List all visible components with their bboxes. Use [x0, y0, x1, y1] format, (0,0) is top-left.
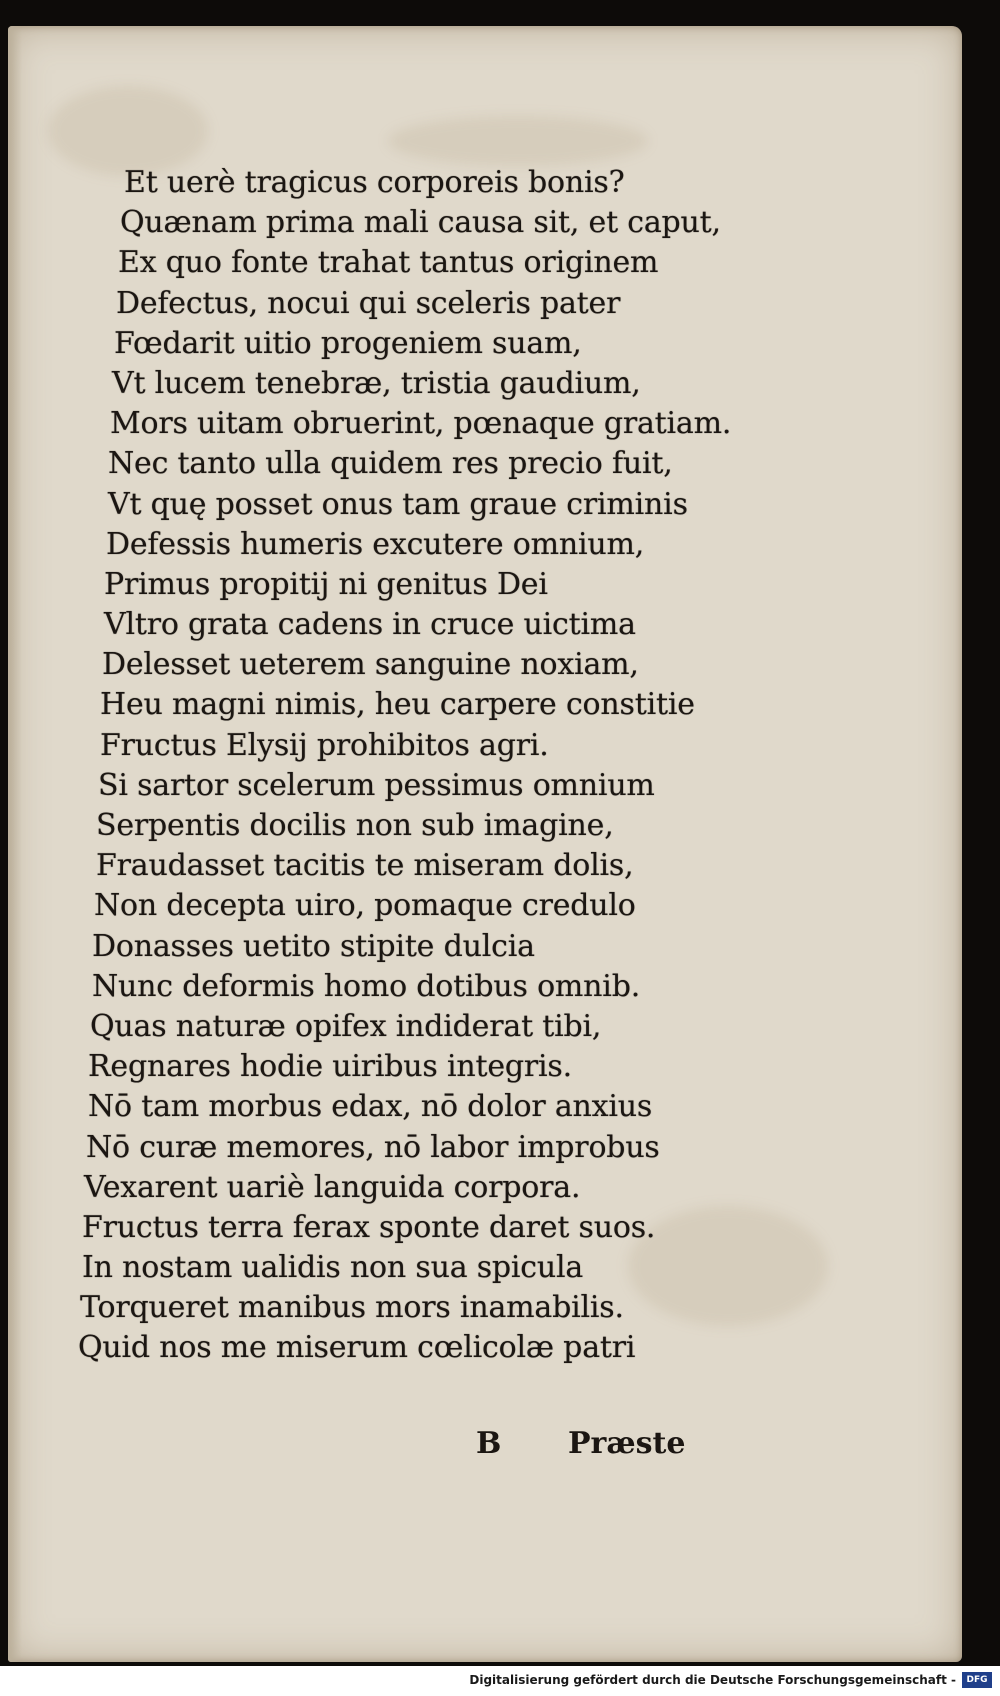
- funding-credit: Digitalisierung gefördert durch die Deutsche Forschungsgemeinschaft -: [469, 1673, 956, 1687]
- signature-catchword-line: [476, 1424, 701, 1464]
- book-page: [8, 26, 962, 1662]
- poem-line: Nō tam morbus edax, nō dolor anxius: [88, 1089, 653, 1125]
- poem-line: Regnares hodie uiribus integris.: [88, 1049, 572, 1085]
- poem-line: Vexarent uariè languida corpora.: [84, 1169, 581, 1205]
- poem-line: Quid nos me miserum cœlicolæ patri: [78, 1330, 636, 1366]
- digitization-credit-bar: [0, 1666, 1000, 1696]
- poem-line: Si sartor scelerum pessimus omnium: [98, 767, 655, 803]
- poem-line: Torqueret manibus mors inamabilis.: [80, 1290, 624, 1326]
- signature-mark: B: [476, 1426, 502, 1461]
- poem-line: Serpentis docilis non sub imagine,: [96, 808, 614, 843]
- poem-line: Quænam prima mali causa sit, et caput,: [120, 205, 721, 241]
- poem-line: Nunc deformis homo dotibus omnib.: [92, 968, 641, 1004]
- poem-line: Defectus, nocui qui sceleris pater: [116, 285, 621, 321]
- page-gutter-shadow: [8, 26, 22, 1662]
- poem-line: Fœdarit uitio progeniem suam,: [114, 325, 582, 361]
- poem-line: Delesset ueterem sanguine noxiam,: [102, 647, 639, 683]
- poem-line: Fraudasset tacitis te miseram dolis,: [96, 848, 634, 884]
- poem-text: [78, 163, 732, 1369]
- poem-line: Mors uitam obruerint, pœnaque gratiam.: [110, 406, 732, 442]
- poem-line: Fructus Elysij prohibitos agri.: [100, 727, 549, 763]
- poem-line: Heu magni nimis, heu carpere constitie: [100, 687, 695, 723]
- poem-line: Quas naturæ opifex indiderat tibi,: [90, 1008, 602, 1044]
- poem-line: Nō curæ memores, nō labor improbus: [86, 1129, 660, 1165]
- poem-line: Primus propitij ni genitus Dei: [104, 566, 548, 602]
- poem-line: Vt quę posset onus tam graue criminis: [108, 486, 688, 522]
- catchword: Præste: [568, 1426, 686, 1461]
- poem-line: Vt lucem tenebræ, tristia gaudium,: [112, 365, 641, 401]
- poem-line: Nec tanto ulla quidem res precio fuit,: [108, 446, 673, 482]
- poem-line: Non decepta uiro, pomaque credulo: [94, 888, 636, 924]
- poem-line: Vltro grata cadens in cruce uictima: [104, 607, 636, 643]
- poem-line: Et uerè tragicus corporeis bonis?: [124, 165, 625, 200]
- poem-line: Ex quo fonte trahat tantus originem: [118, 245, 659, 281]
- poem-line: In nostam ualidis non sua spicula: [82, 1250, 584, 1286]
- poem-line: Defessis humeris excutere omnium,: [106, 526, 645, 562]
- dfg-logo: DFG: [962, 1672, 992, 1688]
- poem-line: Fructus terra ferax sponte daret suos.: [82, 1209, 656, 1245]
- paper-stain: [388, 116, 648, 166]
- poem-line: Donasses uetito stipite dulcia: [92, 928, 535, 964]
